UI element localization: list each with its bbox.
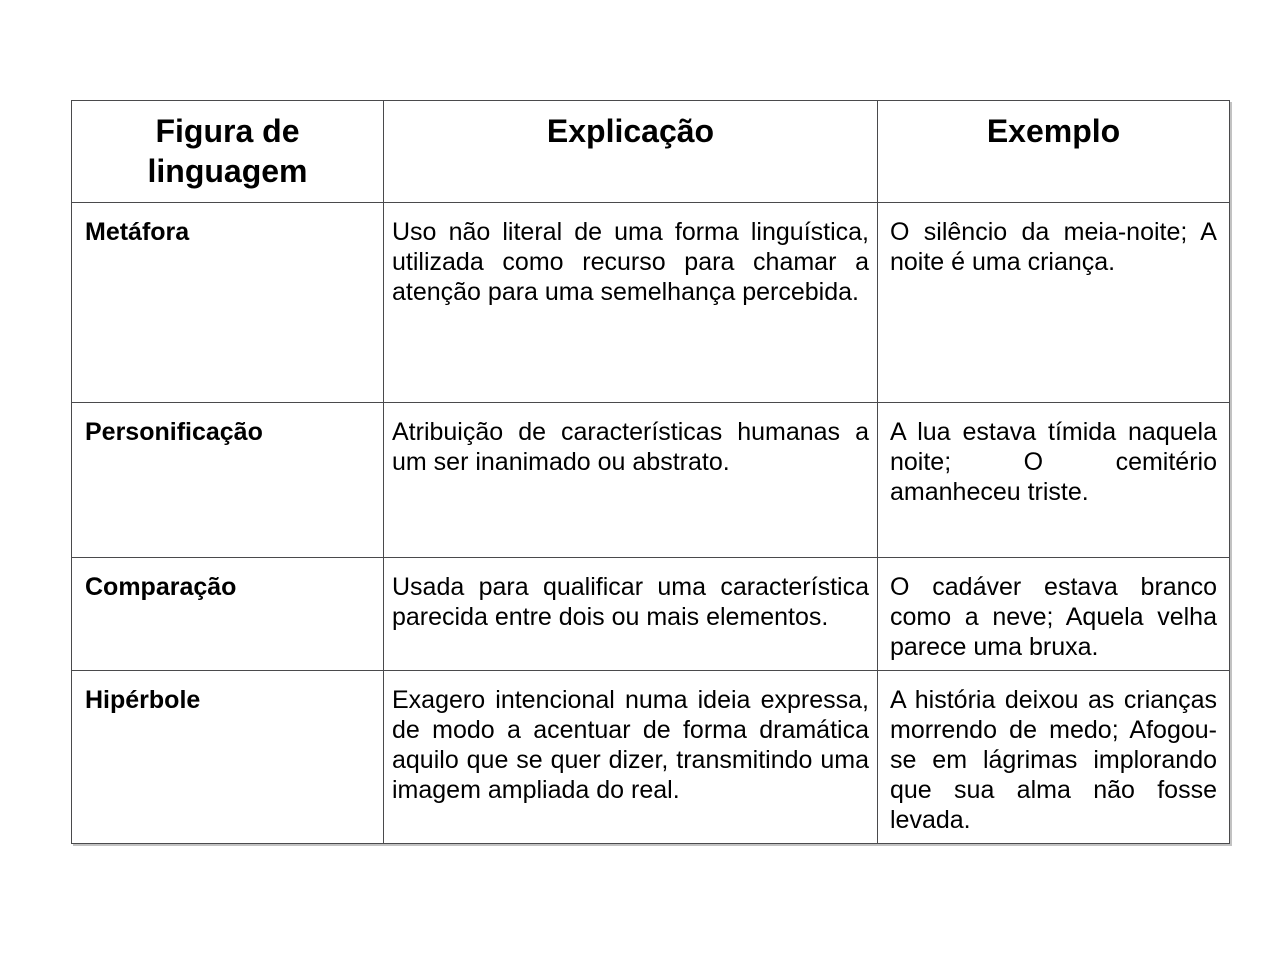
column-header-exemplo: Exemplo [878,101,1230,203]
table-row-metafora [72,203,1230,403]
table-header-row [72,101,1230,203]
table-row-comparacao [72,558,1230,671]
column-header-figura-de-linguagem: Figura de linguagem [72,101,384,203]
cell-explanation: Atribuição de características humanas a um ser inanimado ou abstrato. [384,403,878,558]
cell-figure-name: Metáfora [72,203,384,403]
cell-explanation: Uso não literal de uma forma linguística, utilizada como recurso para chamar a atenção para uma semelhança percebida. [384,203,878,403]
table-row-personificacao [72,403,1230,558]
figures-of-speech-table [71,100,1230,844]
table-row-hiperbole [72,671,1230,844]
cell-example: A lua estava tímida naquela noite; O cemitério amanheceu triste. [878,403,1230,558]
cell-example: O silêncio da meia-noite; A noite é uma criança. [878,203,1230,403]
cell-example: O cadáver estava branco como a neve; Aquela velha parece uma bruxa. [878,558,1230,671]
cell-example: A história deixou as crianças morrendo de medo; Afogou-se em lágrimas implorando que sua alma não fosse levada. [878,671,1230,844]
cell-figure-name: Hipérbole [72,671,384,844]
cell-figure-name: Personificação [72,403,384,558]
column-header-explicacao: Explicação [384,101,878,203]
cell-explanation: Exagero intencional numa ideia expressa, de modo a acentuar de forma dramática aquilo que se quer dizer, transmitindo uma imagem ampliada do real. [384,671,878,844]
cell-figure-name: Comparação [72,558,384,671]
cell-explanation: Usada para qualificar uma característica parecida entre dois ou mais elementos. [384,558,878,671]
